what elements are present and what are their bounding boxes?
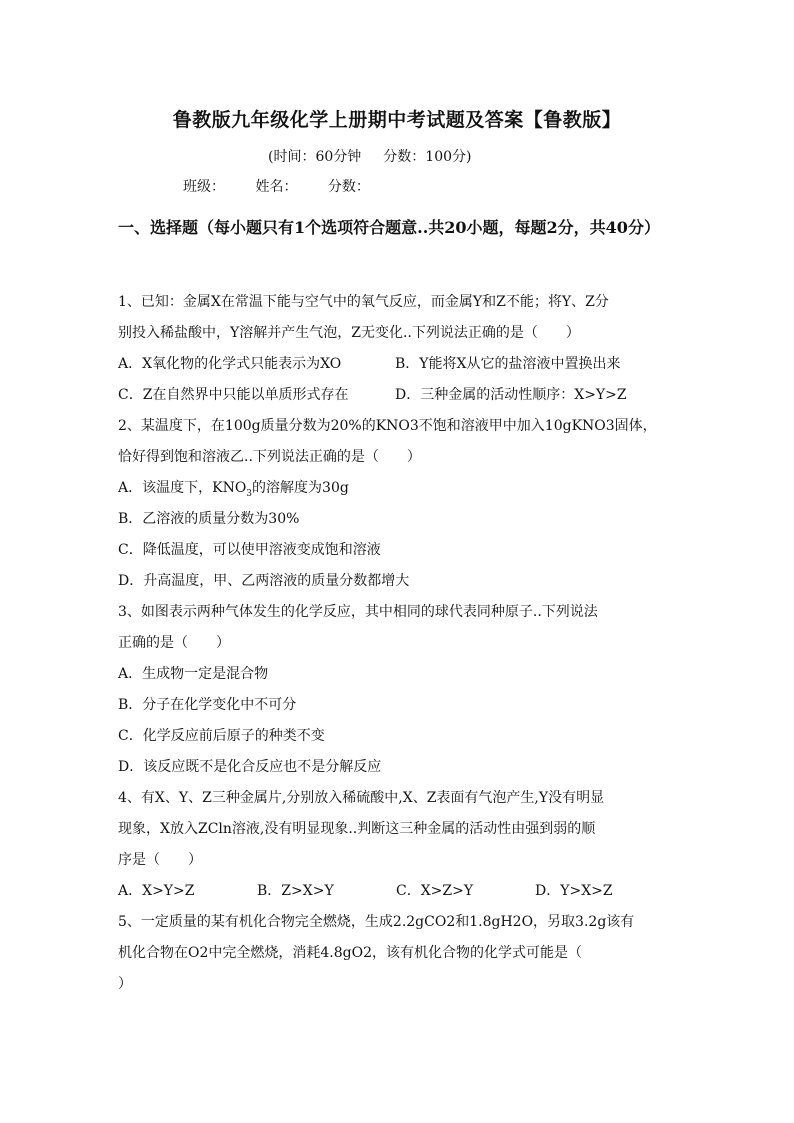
q2-option-a-rest: 的溶解度为30g bbox=[252, 480, 349, 496]
q4-options bbox=[118, 880, 674, 900]
q2-option-a-text: A．该温度下，KNO bbox=[118, 480, 247, 496]
q4-option-b: B．Z>X>Y bbox=[257, 883, 334, 899]
q2-line2: 恰好得到饱和溶液乙..下列说法正确的是（ ） bbox=[118, 449, 421, 465]
q2-option-a bbox=[118, 477, 349, 499]
q3-option-c: C．化学反应前后原子的种类不变 bbox=[118, 728, 325, 744]
q1-option-a: A．X氧化物的化学式只能表示为XO bbox=[118, 356, 342, 372]
q5-line2: 机化合物在O2中完全燃烧，消耗4.8gO2，该有机化合物的化学式可能是（ bbox=[118, 945, 582, 961]
q1-option-d: D．三种金属的活动性顺序：X>Y>Z bbox=[395, 387, 627, 403]
q5-line1: 5、一定质量的某有机化合物完全燃烧，生成2.2gCO2和1.8gH2O，另取3.2g该有 bbox=[118, 914, 635, 930]
q1-options-cd bbox=[118, 384, 627, 404]
q3-option-b: B．分子在化学变化中不可分 bbox=[118, 697, 297, 713]
q4-option-a: A．X>Y>Z bbox=[118, 883, 195, 899]
q3-line2: 正确的是（ ） bbox=[118, 635, 230, 651]
student-info-line bbox=[183, 176, 396, 196]
score-label: 分数： bbox=[327, 179, 370, 195]
q2-option-d: D．升高温度，甲、乙两溶液的质量分数都增大 bbox=[118, 573, 410, 589]
q3-option-d: D．该反应既不是化合反应也不是分解反应 bbox=[118, 759, 382, 775]
name-label: 姓名： bbox=[255, 179, 298, 195]
q1-option-b: B．Y能将X从它的盐溶液中置换出来 bbox=[395, 356, 621, 372]
q4-option-c: C．X>Z>Y bbox=[396, 883, 474, 899]
q1-options-ab bbox=[118, 353, 621, 373]
exam-time-score bbox=[268, 146, 471, 166]
q4-option-d: D．Y>X>Z bbox=[535, 883, 613, 899]
q1-line1: 1、已知：金属X在常温下能与空气中的氧气反应，而金属Y和Z不能；将Y、Z分 bbox=[118, 294, 609, 310]
q2-option-a-subscript: 3 bbox=[246, 488, 253, 499]
q3-line1: 3、如图表示两种气体发生的化学反应，其中相同的球代表同种原子..下列说法 bbox=[118, 604, 598, 620]
q4-line2: 现象，X放入ZCln溶液,没有明显现象..判断这三种金属的活动性由强到弱的顺 bbox=[118, 821, 596, 837]
document-title: 鲁教版九年级化学上册期中考试题及答案【鲁教版】 bbox=[172, 109, 622, 131]
q4-line1: 4、有X、Y、Z三种金属片,分别放入稀硫酸中,X、Z表面有气泡产生,Y没有明显 bbox=[118, 790, 605, 806]
section-heading: 一、选择题（每小题只有1个选项符合题意..共20小题，每题2分，共40分） bbox=[118, 218, 660, 237]
q5-line3: ） bbox=[118, 976, 132, 992]
q2-line1: 2、某温度下，在100g质量分数为20%的KNO3不饱和溶液甲中加入10gKNO3固体， bbox=[118, 418, 657, 434]
q1-option-c: C．Z在自然界中只能以单质形式存在 bbox=[118, 387, 349, 403]
q2-option-b: B．乙溶液的质量分数为30% bbox=[118, 511, 300, 527]
time-info: (时间：60分钟 bbox=[268, 149, 362, 165]
q1-line2: 别投入稀盐酸中，Y溶解并产生气泡，Z无变化..下列说法正确的是（ ） bbox=[118, 325, 580, 341]
class-label: 班级： bbox=[183, 179, 225, 195]
q3-option-a: A．生成物一定是混合物 bbox=[118, 666, 269, 682]
q2-option-c: C．降低温度，可以使甲溶液变成饱和溶液 bbox=[118, 542, 381, 558]
score-info: 分数：100分) bbox=[383, 149, 472, 165]
q4-line3: 序是（ ） bbox=[118, 852, 202, 868]
